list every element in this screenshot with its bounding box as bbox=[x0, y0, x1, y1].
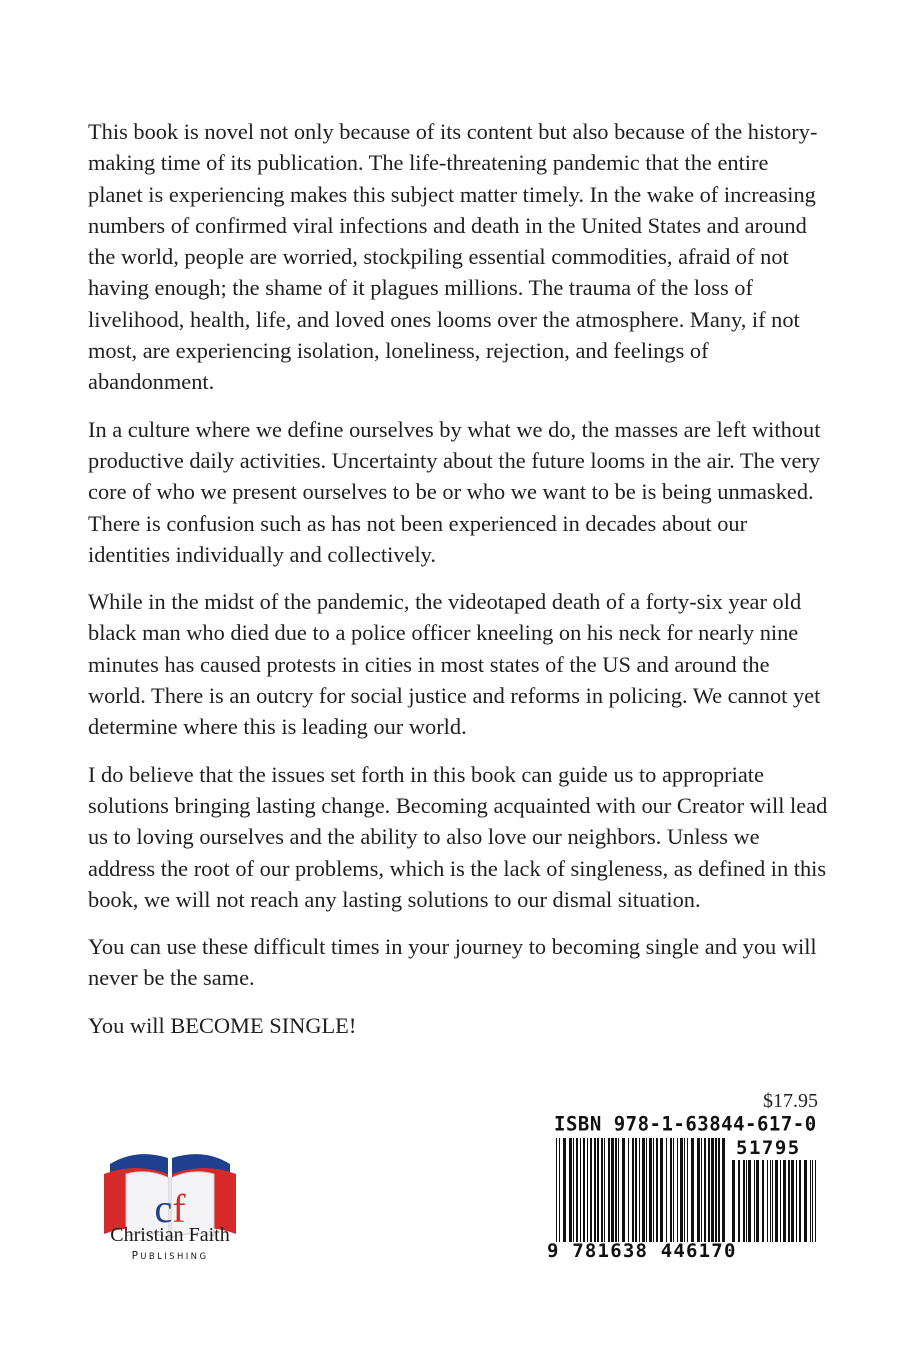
barcode-bar bbox=[810, 1160, 811, 1242]
blurb-paragraph-5: You can use these difficult times in your journey to becoming single and you will never be the same. bbox=[88, 934, 817, 991]
publisher-subtitle bbox=[96, 1250, 244, 1262]
blurb-paragraph-4: I do believe that the issues set forth in this book can guide us to appropriate solutions bringing lasting change. Becoming acquainted with our Creator will lead us to loving ourselves and the ability to also love our neighbors. Unless we address the root of our problems, which is the lack of singleness, as defined in this book, we will not reach any lasting solutions to our dismal situation. bbox=[88, 761, 828, 912]
barcode-bar bbox=[556, 1138, 557, 1242]
barcode-bar bbox=[673, 1138, 674, 1242]
barcode-bar bbox=[615, 1138, 617, 1242]
barcode-bar bbox=[772, 1160, 773, 1242]
barcode-bar bbox=[649, 1138, 652, 1242]
barcode-bar bbox=[711, 1138, 714, 1242]
barcode-bar bbox=[666, 1138, 667, 1242]
barcode-bar bbox=[559, 1138, 560, 1242]
barcode-bar bbox=[656, 1138, 658, 1242]
blurb-paragraph-1: This book is novel not only because of its content but also because of the history-making time of its publication. The life-threatening pandemic that the entire planet is experiencing makes this subject matter timely. In the wake of increasing numbers of confirmed viral infections and death in the United States and around the world, people are worried, stockpiling essential commodities, afraid of not having enough; the shame of it plagues millions. The trauma of the loss of livelihood, health, life, and loved ones looms over the atmosphere. Many, if not most, are experiencing isolation, loneliness, rejection, and feelings of abandonment. bbox=[88, 119, 818, 395]
barcode-bar bbox=[748, 1160, 751, 1242]
barcode-bar bbox=[635, 1138, 637, 1242]
publisher-subtitle-rest: UBLISHING bbox=[140, 1252, 209, 1262]
barcode-bar bbox=[732, 1160, 735, 1242]
barcode-bar bbox=[754, 1160, 755, 1242]
barcode-ean-digits: 9 781638 446170 bbox=[547, 1240, 737, 1262]
barcode-bar bbox=[791, 1160, 794, 1242]
barcode-bar bbox=[576, 1138, 578, 1242]
publisher-subtitle-initial: P bbox=[131, 1250, 141, 1262]
barcode-bar bbox=[767, 1160, 768, 1242]
barcode-bar bbox=[697, 1138, 700, 1242]
barcode-bar bbox=[628, 1138, 629, 1242]
barcode-addon-digits: 51795 bbox=[736, 1137, 801, 1159]
blurb-paragraph-2: In a culture where we define ourselves by what we do, the masses are left without productive daily activities. Uncertainty about the future looms in the air. The very core of who we present ourselves to be or who we want to be is being unmasked. There is confusion such as has not been experienced in decades about our identities individually and collectively. bbox=[88, 416, 821, 567]
barcode-bar bbox=[812, 1160, 813, 1242]
logo-letters: cf bbox=[154, 1186, 186, 1231]
barcode-bar bbox=[622, 1138, 625, 1242]
back-cover-blurb bbox=[88, 116, 828, 1057]
barcode-bar bbox=[677, 1138, 678, 1242]
barcode-bar bbox=[708, 1138, 710, 1242]
price-addon-barcode bbox=[732, 1160, 818, 1242]
barcode-bar bbox=[775, 1160, 778, 1242]
barcode-bar bbox=[590, 1138, 592, 1242]
barcode-bar bbox=[597, 1138, 599, 1242]
barcode-bar bbox=[783, 1160, 786, 1242]
barcode-bar bbox=[715, 1138, 717, 1242]
barcode-bar bbox=[601, 1138, 603, 1242]
barcode-bar bbox=[563, 1138, 566, 1242]
price-label: $17.95 bbox=[763, 1090, 818, 1112]
barcode-bar bbox=[738, 1160, 740, 1242]
barcode-bar bbox=[580, 1138, 581, 1242]
barcode-bar bbox=[799, 1160, 801, 1242]
barcode-bar bbox=[804, 1160, 807, 1242]
barcode-bar bbox=[687, 1138, 688, 1242]
publisher-name: Christian Faith bbox=[110, 1224, 230, 1246]
barcode-bar bbox=[815, 1160, 816, 1242]
barcode-bar bbox=[573, 1138, 574, 1242]
barcode-bar bbox=[670, 1138, 672, 1242]
barcode-bar bbox=[770, 1160, 771, 1242]
barcode-bar bbox=[718, 1138, 720, 1242]
isbn-barcode bbox=[556, 1138, 728, 1242]
barcode-bar bbox=[743, 1160, 745, 1242]
barcode-bar bbox=[746, 1160, 747, 1242]
barcode-bar bbox=[756, 1160, 759, 1242]
barcode-bar bbox=[660, 1138, 663, 1242]
barcode-bar bbox=[642, 1138, 645, 1242]
barcode-bar bbox=[780, 1160, 781, 1242]
barcode-bar bbox=[796, 1160, 797, 1242]
barcode-bar bbox=[788, 1160, 790, 1242]
barcode-bar bbox=[639, 1138, 640, 1242]
barcode-bar bbox=[611, 1138, 614, 1242]
barcode-bar bbox=[569, 1138, 572, 1242]
barcode-bar bbox=[604, 1138, 605, 1242]
barcode-bar bbox=[632, 1138, 634, 1242]
barcode-bar bbox=[646, 1138, 647, 1242]
barcode-bar bbox=[608, 1138, 610, 1242]
barcode-bar bbox=[684, 1138, 685, 1242]
barcode-bar bbox=[704, 1138, 706, 1242]
barcode-bar bbox=[587, 1138, 588, 1242]
barcode-bar bbox=[701, 1138, 702, 1242]
blurb-paragraph-3: While in the midst of the pandemic, the videotaped death of a forty-six year old black man who died due to a police officer kneeling on his neck for nearly nine minutes has caused protests in cities in most states of the US and around the world. There is an outcry for social justice and reforms in policing. We cannot yet determine where this is leading our world. bbox=[88, 589, 821, 740]
barcode-bar bbox=[722, 1138, 725, 1242]
barcode-bar bbox=[583, 1138, 585, 1242]
barcode-bar bbox=[653, 1138, 654, 1242]
barcode-bar bbox=[618, 1138, 619, 1242]
barcode-bar bbox=[762, 1160, 764, 1242]
barcode-bar bbox=[594, 1138, 596, 1242]
barcode-bar bbox=[680, 1138, 683, 1242]
blurb-closing-line: You will BECOME SINGLE! bbox=[88, 1012, 357, 1038]
isbn-label: ISBN 978-1-63844-617-0 bbox=[554, 1112, 817, 1136]
barcode-bar bbox=[691, 1138, 694, 1242]
